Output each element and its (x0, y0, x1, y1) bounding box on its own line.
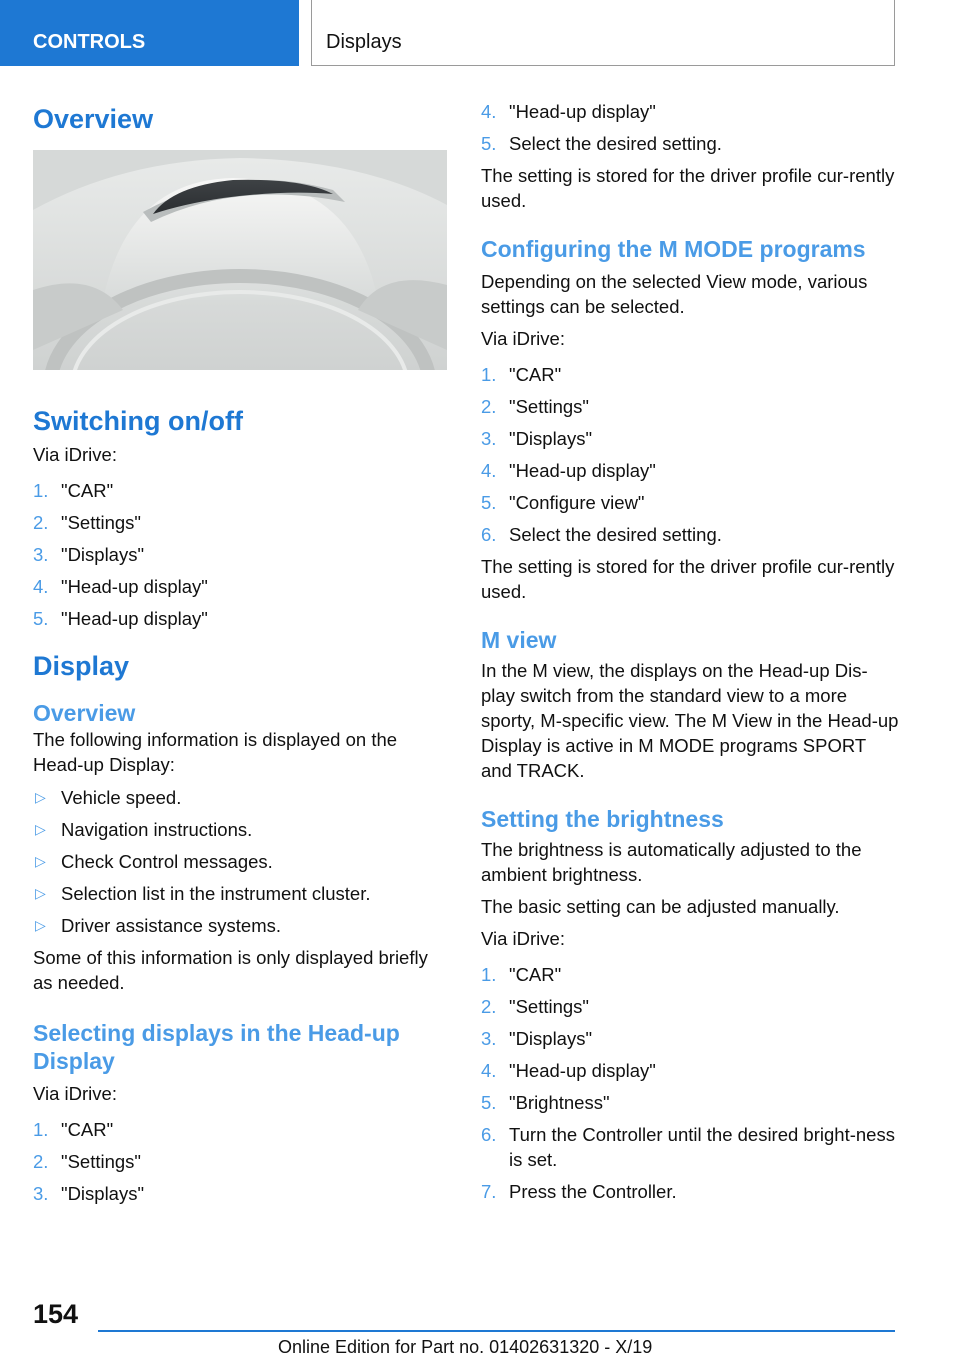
list-item: 1. "CAR" (33, 480, 114, 501)
step-number: 3. (481, 1028, 497, 1049)
list-item: ▷ Selection list in the instrument cluster. (35, 883, 371, 904)
display-note: Some of this information is only displayed briefly as needed. (33, 947, 428, 993)
list-item: 3. "Displays" (33, 1183, 145, 1204)
brightness-via: Via iDrive: (481, 928, 565, 949)
list-item: 4. "Head-up display" (481, 1060, 656, 1081)
step-number: 1. (481, 964, 497, 985)
overview-heading: Overview (33, 104, 154, 134)
step-number: 3. (481, 428, 497, 449)
list-item: 7. Press the Controller. (481, 1181, 677, 1202)
switching-heading: Switching on/off (33, 406, 243, 436)
mview-heading: M view (481, 627, 557, 653)
list-item: ▷ Driver assistance systems. (35, 915, 281, 936)
list-item: ▷ Check Control messages. (35, 851, 273, 872)
list-item: 2. "Settings" (33, 512, 141, 533)
brightness-heading: Setting the brightness (481, 806, 724, 832)
section-tab: CONTROLS (0, 0, 299, 66)
step-number: 2. (481, 996, 497, 1017)
brightness-text-1: The brightness is automatically adjusted to the ambient brightness. (481, 839, 862, 885)
list-item: 5. "Brightness" (481, 1092, 610, 1113)
step-number: 1. (33, 1119, 49, 1140)
step-number: 6. (481, 524, 497, 545)
triangle-bullet-icon: ▷ (35, 917, 46, 933)
step-number: 1. (481, 364, 497, 385)
brightness-steps (481, 962, 901, 1204)
list-item: 2. "Settings" (481, 396, 589, 417)
selecting-steps-continued (481, 99, 901, 156)
mview-text: In the M view, the displays on the Head-up Dis-play switch from the standard view to a more sporty, M-specific view. The M View in the Head-up Display is active in M MODE programs SPORT and TRACK. (481, 660, 899, 781)
right-column (481, 99, 901, 1211)
selecting-heading: Selecting displays in the Head-up Display (33, 1020, 400, 1074)
step-number: 2. (481, 396, 497, 417)
display-heading: Display (33, 651, 130, 681)
list-item: 2. "Settings" (33, 1151, 141, 1172)
list-item: 1. "CAR" (33, 1119, 114, 1140)
mmode-steps (481, 362, 901, 547)
brightness-text-2: The basic setting can be adjusted manually. (481, 896, 840, 917)
list-item: 5. "Head-up display" (33, 608, 208, 629)
display-overview-intro: The following information is displayed on the Head-up Display: (33, 729, 398, 775)
mmode-note: The setting is stored for the driver profile cur-rently used. (481, 556, 895, 602)
mmode-heading: Configuring the M MODE programs (481, 236, 866, 262)
mmode-via: Via iDrive: (481, 328, 565, 349)
step-number: 5. (33, 608, 49, 629)
step-number: 3. (33, 544, 49, 565)
list-item: 3. "Displays" (481, 428, 593, 449)
switching-steps (33, 478, 447, 631)
selecting-steps (33, 1117, 447, 1206)
list-item: ▷ Navigation instructions. (35, 819, 253, 840)
step-number: 3. (33, 1183, 49, 1204)
selecting-note: The setting is stored for the driver profile cur-rently used. (481, 165, 895, 211)
step-number: 4. (33, 576, 49, 597)
list-item: ▷ Vehicle speed. (35, 787, 182, 808)
triangle-bullet-icon: ▷ (35, 853, 46, 869)
list-item: 4. "Head-up display" (481, 460, 656, 481)
step-number: 4. (481, 460, 497, 481)
chapter-title: Displays (311, 0, 895, 66)
step-number: 2. (33, 1151, 49, 1172)
display-items (33, 785, 447, 938)
list-item: 6. Turn the Controller until the desired bright-ness is set. (481, 1124, 895, 1170)
list-item: 6. Select the desired setting. (481, 524, 722, 545)
edition-text: Online Edition for Part no. 01402631320 - X/19 (278, 1337, 653, 1357)
footer-divider (98, 1330, 895, 1332)
triangle-bullet-icon: ▷ (35, 789, 46, 805)
list-item: 1. "CAR" (481, 364, 562, 385)
list-item: 2. "Settings" (481, 996, 589, 1017)
step-number: 4. (481, 1060, 497, 1081)
list-item: 3. "Displays" (33, 544, 145, 565)
list-item: 4. "Head-up display" (33, 576, 208, 597)
step-number: 1. (33, 480, 49, 501)
step-number: 5. (481, 492, 497, 513)
step-number: 5. (481, 1092, 497, 1113)
triangle-bullet-icon: ▷ (35, 821, 46, 837)
step-number: 7. (481, 1181, 497, 1202)
display-overview-heading: Overview (33, 700, 136, 726)
list-item: 4. "Head-up display" (481, 101, 656, 122)
head-up-display-photo (33, 150, 447, 370)
triangle-bullet-icon: ▷ (35, 885, 46, 901)
left-column (33, 98, 447, 1213)
list-item: 5. "Configure view" (481, 492, 645, 513)
switching-via: Via iDrive: (33, 444, 117, 465)
list-item: 5. Select the desired setting. (481, 133, 722, 154)
step-number: 2. (33, 512, 49, 533)
selecting-via: Via iDrive: (33, 1083, 117, 1104)
page-number: 154 (33, 1299, 79, 1329)
step-number: 5. (481, 133, 497, 154)
step-number: 6. (481, 1124, 497, 1145)
list-item: 3. "Displays" (481, 1028, 593, 1049)
step-number: 4. (481, 101, 497, 122)
mmode-intro: Depending on the selected View mode, various settings can be selected. (481, 271, 868, 317)
list-item: 1. "CAR" (481, 964, 562, 985)
